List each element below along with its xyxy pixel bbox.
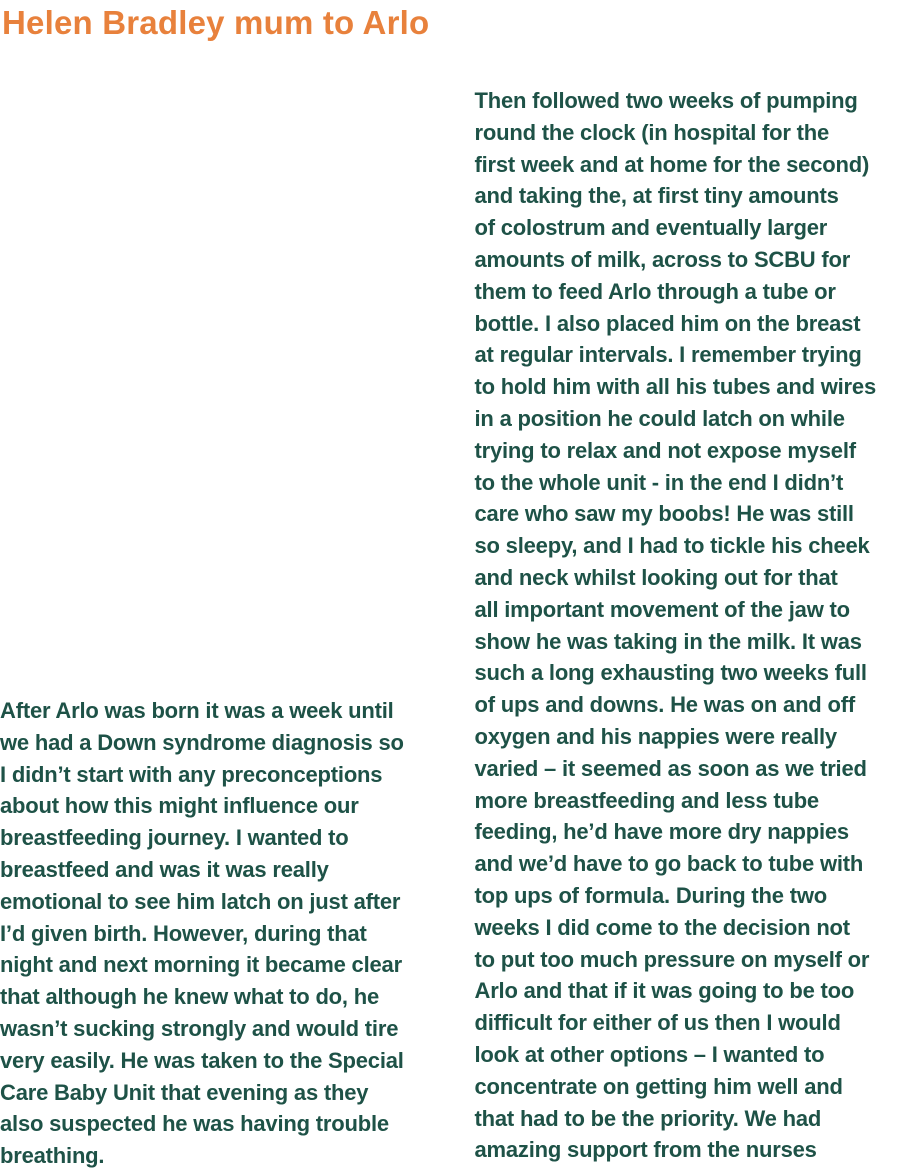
text-line: all important movement of the jaw to	[474, 596, 850, 622]
left-column	[0, 85, 427, 1172]
text-line: round the clock (in hospital for the	[474, 119, 830, 145]
right-column	[475, 85, 901, 1166]
text-line: to the whole unit - in the end I didn’t	[474, 469, 844, 495]
text-line: Care Baby Unit that evening as they	[0, 1079, 369, 1105]
text-line: oxygen and his nappies were really	[474, 723, 837, 749]
text-line: very easily. He was taken to the Special	[0, 1047, 404, 1073]
text-line: wasn’t sucking strongly and would tire	[0, 1015, 399, 1041]
story-text-left	[0, 695, 427, 1172]
text-line: first week and at home for the second)	[474, 151, 870, 177]
text-line: that had to be the priority. We had	[474, 1105, 822, 1131]
text-line: amazing support from the nurses	[474, 1137, 817, 1163]
text-line: weeks I did come to the decision not	[474, 914, 850, 940]
text-line: top ups of formula. During the two	[474, 882, 827, 908]
text-line: more breastfeeding and less tube	[474, 787, 819, 813]
text-line: look at other options – I wanted to	[474, 1041, 825, 1067]
text-line: varied – it seemed as soon as we tried	[474, 755, 867, 781]
text-line: concentrate on getting him well and	[474, 1073, 843, 1099]
text-line: emotional to see him latch on just after	[0, 888, 401, 914]
text-line: about how this might influence our	[0, 793, 359, 819]
text-line: care who saw my boobs! He was still	[474, 501, 854, 527]
text-line: difficult for either of us then I would	[474, 1010, 841, 1036]
text-line: in a position he could latch on while	[474, 405, 845, 431]
text-line: also suspected he was having trouble	[0, 1111, 389, 1137]
text-line: After Arlo was born it was a week until	[0, 698, 394, 723]
text-line: to put too much pressure on myself or	[474, 946, 870, 972]
text-line: them to feed Arlo through a tube or	[474, 278, 836, 304]
text-line: bottle. I also placed him on the breast	[474, 310, 861, 336]
text-line: and neck whilst looking out for that	[474, 564, 838, 590]
text-line: amounts of milk, across to SCBU for	[474, 246, 851, 272]
two-column-layout	[0, 85, 901, 1172]
text-line: and taking the, at first tiny amounts	[474, 183, 839, 209]
text-line: of ups and downs. He was on and off	[474, 692, 855, 718]
text-line: of colostrum and eventually larger	[474, 215, 828, 241]
text-line: we had a Down syndrome diagnosis so	[0, 729, 404, 755]
text-line: feeding, he’d have more dry nappies	[474, 819, 849, 845]
text-line: that although he knew what to do, he	[0, 984, 380, 1010]
story-text-right	[475, 85, 901, 1166]
text-line: breathing.	[0, 1143, 105, 1169]
text-line: breastfeed and was it was really	[0, 856, 329, 882]
text-line: so sleepy, and I had to tickle his cheek	[474, 533, 870, 559]
text-line: and we’d have to go back to tube with	[474, 851, 864, 877]
page-title: Helen Bradley mum to Arlo	[2, 4, 430, 41]
text-line: Then followed two weeks of pumping	[474, 88, 858, 113]
text-line: I’d given birth. However, during that	[0, 920, 367, 946]
text-line: such a long exhausting two weeks full	[474, 660, 867, 686]
text-line: night and next morning it became clear	[0, 952, 402, 978]
text-line: at regular intervals. I remember trying	[474, 342, 862, 368]
text-line: Arlo and that if it was going to be too	[474, 978, 855, 1004]
text-line: breastfeeding journey. I wanted to	[0, 825, 349, 851]
text-line: to hold him with all his tubes and wires	[474, 374, 876, 400]
text-line: show he was taking in the milk. It was	[474, 628, 862, 654]
text-line: trying to relax and not expose myself	[474, 437, 856, 463]
text-line: I didn’t start with any preconceptions	[0, 761, 383, 787]
